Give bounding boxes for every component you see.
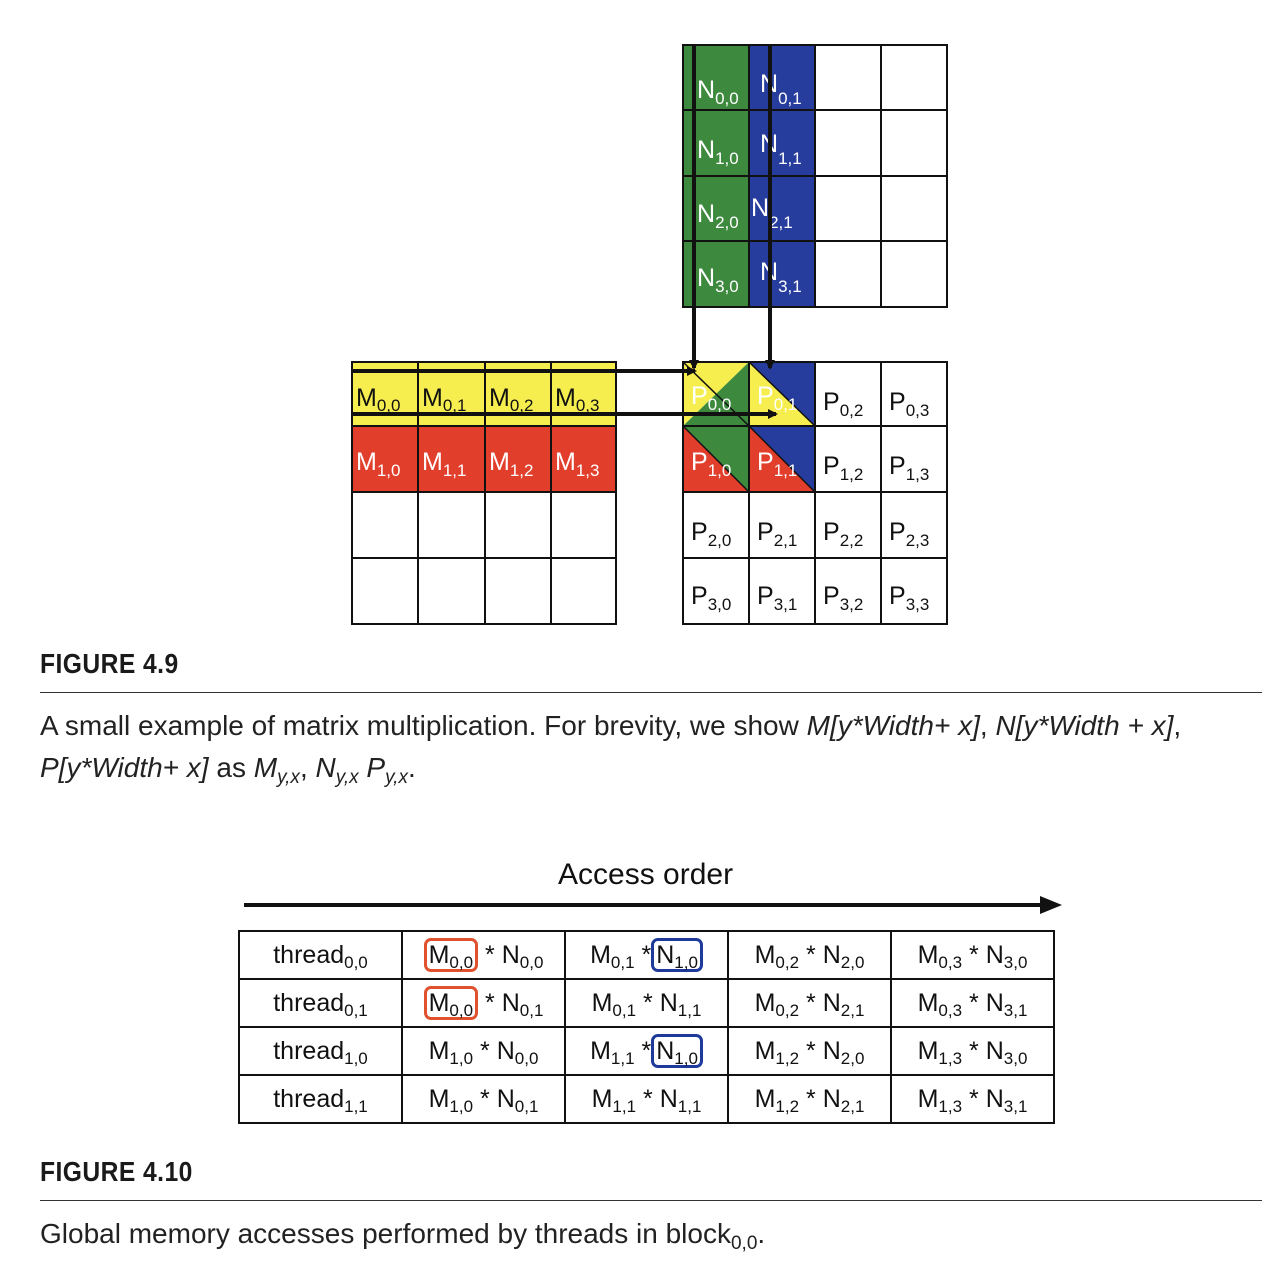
m-cell-0-2: $M_{0,2}$ xyxy=(489,384,534,415)
n-cell-0-0: $N_{0,0}$ xyxy=(697,76,739,108)
m-cell-0-1: $M_{0,1}$ xyxy=(422,384,467,415)
highlight-m-box: $M_{0,0}$ xyxy=(424,986,478,1020)
access-cell: $M_{1,0} * N_{0,1}$ xyxy=(402,1075,565,1123)
n-cell-1-0: $N_{1,0}$ xyxy=(697,136,739,168)
n-cell-3-0: $N_{3,0}$ xyxy=(697,264,739,296)
access-table xyxy=(238,930,1055,1124)
thread-label: thread$_{0,1}$ xyxy=(239,979,402,1027)
m-cell-1-1: $M_{1,1}$ xyxy=(422,448,467,480)
p-cell-2-3: $P_{2,3}$ xyxy=(889,518,930,550)
p-cell-1-2: $P_{1,2}$ xyxy=(823,452,864,484)
n-cell-0-1: $N_{0,1}$ xyxy=(760,70,802,108)
highlight-m-box: $M_{0,0}$ xyxy=(424,938,478,972)
highlight-n-box: $N_{1,0}$ xyxy=(651,1034,703,1068)
p-cell-3-2: $P_{3,2}$ xyxy=(823,582,864,614)
table-row xyxy=(239,1075,1054,1123)
n-cell-2-1: $N_{2,1}$ xyxy=(751,194,793,232)
access-cell: $M_{0,0} * N_{0,1}$ xyxy=(402,979,565,1027)
p-cell-0-3: $P_{0,3}$ xyxy=(889,388,930,420)
access-cell: $M_{0,0} * N_{0,0}$ xyxy=(402,931,565,979)
m-cell-0-3: $M_{0,3}$ xyxy=(555,384,600,415)
access-cell: $M_{1,1} * N_{1,1}$ xyxy=(565,1075,728,1123)
figure-4-9-caption: A small example of matrix multiplication. For brevity, we show M[y*Width+ x], N[y*Width + x], P[y*Width+ x] as $M_{y,x}$, $N_{y,x}$ $P_{y,x}$. xyxy=(40,710,1182,788)
highlight-n-box: $N_{1,0}$ xyxy=(651,938,703,972)
table-row xyxy=(239,979,1054,1027)
table-row xyxy=(239,1027,1054,1075)
access-cell: $M_{0,2} * N_{2,1}$ xyxy=(728,979,891,1027)
figure-4-10-caption: Global memory accesses performed by threads in block$_{0,0}$. xyxy=(40,1218,766,1254)
access-cell: $M_{1,2} * N_{2,1}$ xyxy=(728,1075,891,1123)
p-cell-0-0: $P_{0,0}$ xyxy=(691,382,732,414)
m-cell-0-0: $M_{0,0}$ xyxy=(356,384,401,415)
access-cell: $M_{1,3} * N_{3,0}$ xyxy=(891,1027,1054,1075)
p-cell-2-2: $P_{2,2}$ xyxy=(823,518,864,550)
figure-4-10-rule xyxy=(40,1200,1262,1201)
access-cell: $M_{1,3} * N_{3,1}$ xyxy=(891,1075,1054,1123)
m-cell-1-0: $M_{1,0}$ xyxy=(356,448,401,480)
access-order-title: Access order xyxy=(558,858,734,891)
p-cell-0-1: $P_{0,1}$ xyxy=(757,382,798,414)
m-cell-1-2: $M_{1,2}$ xyxy=(489,448,534,480)
access-cell: $M_{0,1} * N_{1,0}$ xyxy=(565,931,728,979)
access-cell: $M_{0,1} * N_{1,1}$ xyxy=(565,979,728,1027)
table-row xyxy=(239,931,1054,979)
thread-label: thread$_{0,0}$ xyxy=(239,931,402,979)
m-matrix xyxy=(352,362,616,624)
access-cell: $M_{1,2} * N_{2,0}$ xyxy=(728,1027,891,1075)
figure-4-10-label: FIGURE 4.10 xyxy=(40,1156,193,1187)
access-cell: $M_{0,3} * N_{3,0}$ xyxy=(891,931,1054,979)
p-cell-2-0: $P_{2,0}$ xyxy=(691,518,732,550)
access-cell: $M_{1,0} * N_{0,0}$ xyxy=(402,1027,565,1075)
thread-label: thread$_{1,0}$ xyxy=(239,1027,402,1075)
n-cell-1-1: $N_{1,1}$ xyxy=(760,130,802,168)
p-cell-3-3: $P_{3,3}$ xyxy=(889,582,930,614)
access-cell: $M_{0,2} * N_{2,0}$ xyxy=(728,931,891,979)
n-matrix xyxy=(683,45,947,307)
p-cell-1-3: $P_{1,3}$ xyxy=(889,452,930,484)
m-cell-1-3: $M_{1,3}$ xyxy=(555,448,600,480)
p-matrix xyxy=(683,362,947,624)
p-cell-3-1: $P_{3,1}$ xyxy=(757,582,798,614)
p-cell-1-1: $P_{1,1}$ xyxy=(757,448,798,480)
figure-4-9-label: FIGURE 4.9 xyxy=(40,648,179,679)
n-cell-2-0: $N_{2,0}$ xyxy=(697,200,739,232)
p-cell-1-0: $P_{1,0}$ xyxy=(691,448,732,480)
p-cell-0-2: $P_{0,2}$ xyxy=(823,388,864,420)
access-cell: $M_{1,1} * N_{1,0}$ xyxy=(565,1027,728,1075)
n-cell-3-1: $N_{3,1}$ xyxy=(760,258,802,296)
access-cell: $M_{0,3} * N_{3,1}$ xyxy=(891,979,1054,1027)
access-order-arrow xyxy=(238,892,1068,922)
p-cell-3-0: $P_{3,0}$ xyxy=(691,582,732,614)
figure-4-9-rule xyxy=(40,692,1262,693)
thread-label: thread$_{1,1}$ xyxy=(239,1075,402,1123)
p-cell-2-1: $P_{2,1}$ xyxy=(757,518,798,550)
